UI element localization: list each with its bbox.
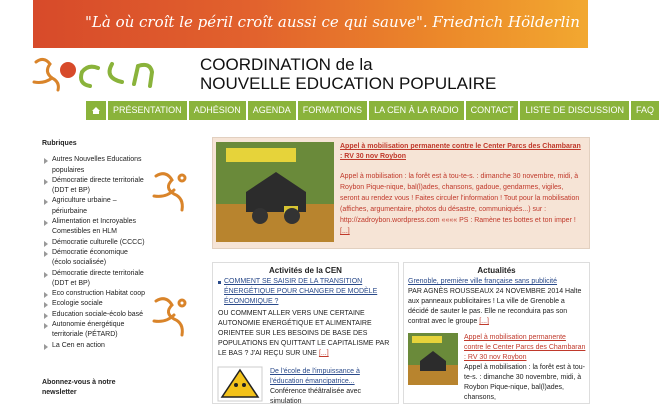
featured-text: Appel à mobilisation : la forêt est à tou-te-s. : dimanche 30 novembre, midi, à Roybon Pique-nique, bal(l)ades, chansons, gadoue, gendarmes, vigiles, seront au rendez vous ! Faites circuler l'information ! Tout pour la mobilisation (affiches, argumentaire, photos du désastre, communiqués...) sur : http://zadroybon.wordpress.com «««« PS : Ramène tes bottes et ton imper ! <box>340 173 580 224</box>
site-title <box>200 55 496 93</box>
nav-radio[interactable]: LA CEN À LA RADIO <box>369 101 464 120</box>
nav-contact[interactable]: CONTACT <box>466 101 519 120</box>
sidebar <box>42 139 147 397</box>
post-title[interactable]: De l'école de l'impuissance à l'éducation émancipatrice... <box>270 368 360 385</box>
site-title-line1: COORDINATION de la <box>200 55 373 74</box>
category-item[interactable]: Education sociale-écolo basé <box>42 310 147 320</box>
featured-post <box>212 137 590 249</box>
category-item[interactable]: Autonomie énergétique territoriale (PÉTARD) <box>42 320 147 341</box>
banner-quote: "Là où croît le péril croît aussi ce qui sauve". Friedrich Hölderlin <box>85 13 580 31</box>
read-more-link[interactable]: [...] <box>318 350 329 357</box>
read-more-link[interactable]: [...] <box>340 228 350 235</box>
home-icon <box>91 101 101 120</box>
category-item[interactable]: Eco construction Habitat coop <box>42 289 147 299</box>
main-nav <box>86 101 659 120</box>
category-item[interactable]: La Cen en action <box>42 341 147 351</box>
newsletter-heading: Abonnez-vous à notre newsletter <box>42 379 116 397</box>
post-excerpt: PAR AGNÈS ROUSSEAUX 24 NOVEMBRE 2014 Halte aux panneaux publicitaires ! La ville de Grenoble a décidé de sauter le pas. Elle ne reconduira pas son contrat avec le groupe <box>408 288 582 325</box>
nav-agenda[interactable]: AGENDA <box>248 101 296 120</box>
cen-logo[interactable] <box>28 52 190 102</box>
post-title[interactable]: COMMENT SE SAISIR DE LA TRANSITION ÉNERGÉTIQUE POUR CHANGER DE MODÈLE ÉCONOMIQUE ? <box>224 278 378 305</box>
read-more-link[interactable]: [...] <box>479 318 489 325</box>
category-item[interactable]: Démocratie culturelle (CCCC) <box>42 238 147 248</box>
post-excerpt: Conférence théâtralisée avec simulation <box>270 388 362 405</box>
actualites-heading: Actualités <box>477 266 516 275</box>
post-title[interactable]: Appel à mobilisation permanente contre le Center Parcs des Chambaran : RV 30 nov Roybon <box>464 334 586 361</box>
featured-excerpt <box>340 171 584 237</box>
nav-formations[interactable]: FORMATIONS <box>298 101 367 120</box>
actualites-column <box>403 262 590 404</box>
nav-presentation[interactable]: PRÉSENTATION <box>108 101 187 120</box>
category-item[interactable]: Agriculture urbaine – périurbaine <box>42 196 147 217</box>
featured-title[interactable]: Appel à mobilisation permanente contre le Center Parcs des Chambaran : RV 30 nov Roybon <box>340 143 581 160</box>
activites-column <box>212 262 399 404</box>
post-excerpt: OU COMMENT ALLER VERS UNE CERTAINE AUTONOMIE ENERGÉTIQUE ET ALIMENTAIRE ORIENTEE SUR LES BESOINS DE BASE DES POPULATIONS EN QUITTANT LE CAPITALISME PAR LE BAS ? J'AI REÇU SUR UNE <box>218 310 390 357</box>
featured-image[interactable] <box>216 142 334 242</box>
site-title-line2: NOUVELLE EDUCATION POPULAIRE <box>200 74 497 93</box>
nav-home[interactable] <box>86 101 106 120</box>
quote-banner <box>33 0 588 48</box>
nav-discussion[interactable]: LISTE DE DISCUSSION <box>520 101 629 120</box>
category-item[interactable]: Démocratie directe territoriale (DDT et BP) <box>42 176 147 197</box>
category-item[interactable]: Alimentation et Incroyables Comestibles en HLM <box>42 217 147 238</box>
post-excerpt: Appel à mobilisation : la forêt est à tou-te-s. : dimanche 30 novembre, midi, à Roybon Pique-nique, bal(l)ades, chansons, <box>464 364 586 401</box>
activites-heading: Activités de la CEN <box>269 266 342 275</box>
decorative-swirl-icon <box>150 168 192 216</box>
post-title[interactable]: Grenoble, première ville française sans publicité <box>408 278 558 285</box>
category-item[interactable]: Ecologie sociale <box>42 299 147 309</box>
nav-adhesion[interactable]: ADHÉSION <box>189 101 246 120</box>
sidebar-heading: Rubriques <box>42 140 77 147</box>
post-thumbnail[interactable] <box>218 367 262 401</box>
category-item[interactable]: Démocratie économique (écolo socialisée) <box>42 248 147 269</box>
category-item[interactable]: Démocratie directe territoriale (DDT et BP) <box>42 269 147 290</box>
nav-faq[interactable]: FAQ <box>631 101 659 120</box>
decorative-swirl-icon <box>150 293 192 341</box>
post-thumbnail[interactable] <box>408 333 458 385</box>
category-list <box>42 155 147 351</box>
bullet-icon <box>218 281 221 284</box>
logo-text: CEN <box>86 82 89 83</box>
category-item[interactable]: Autres Nouvelles Educations populaires <box>42 155 147 176</box>
